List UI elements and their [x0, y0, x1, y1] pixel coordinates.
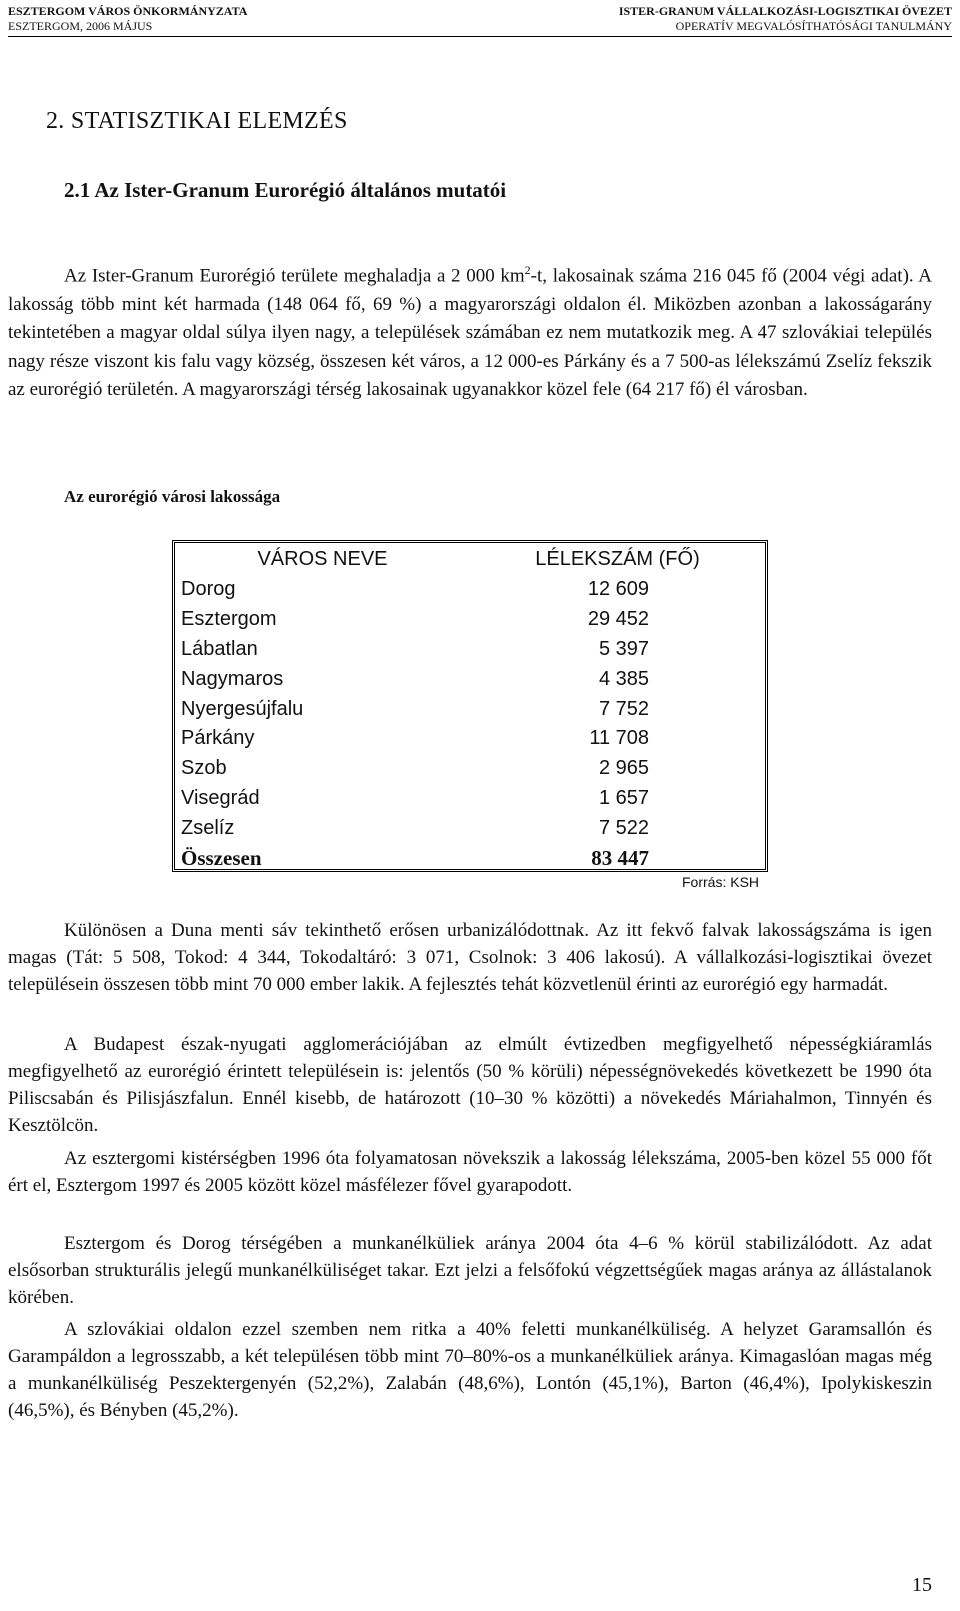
column-header-city: VÁROS NEVE — [257, 547, 388, 570]
city-name-cell: Szob — [181, 757, 227, 780]
table-source: Forrás: KSH — [682, 874, 760, 890]
agglomeration-paragraph: A Budapest észak-nyugati agglomerációjában az elmúlt évtizedben megfigyelhető népességkiáramlás megfigyelhető az eurorégió érintett településein is: jelentős (50 % körüli) népességnövekedés következett be 1990 óta Piliscsabán és Pilisjászfalun. Ennél kisebb, de határozott (10–30 % közötti) a növekedés Máriahalmon, Tinnyén és Kesztölcön. — [8, 1034, 932, 1136]
population-cell: 1 657 — [598, 786, 649, 809]
unemployment-sk-paragraph: A szlovákiai oldalon ezzel szemben nem ritka a 40% feletti munkanélküliség. A helyzet Garamsallón és Garampáldon a legrosszabb, a két településen több mint 70–80%-os a munkanélküliek aránya. Kimagaslóan magas még a munkanélküliség Peszektergenyén (52,2%), Zalabán (48,6%), Lontón (45,1%), Barton (46,4%), Ipolykiskeszin (46,5%), és Bényben (45,2%). — [8, 1319, 932, 1421]
total-value-cell: 83 447 — [591, 845, 649, 870]
population-cell: 5 397 — [598, 637, 649, 660]
city-name-cell: Visegrád — [181, 786, 260, 809]
header-doc-type: OPERATÍV MEGVALÓSÍTHATÓSÁGI TANULMÁNY — [675, 19, 952, 33]
city-name-cell: Lábatlan — [181, 637, 258, 660]
unemployment-hu-paragraph: Esztergom és Dorog térségében a munkanélküliek aránya 2004 óta 4–6 % körül stabilizálódott. Az adat elsősorban strukturális jelegű munkanélküliséget takar. Ezt jelzi a felsőfokú végzettségűek magas aránya az állástalanok körében. — [8, 1233, 932, 1308]
city-name-cell: Nagymaros — [181, 667, 284, 690]
table-row — [175, 724, 765, 754]
population-cell: 2 965 — [598, 757, 649, 780]
table-total-row — [175, 843, 765, 873]
intro-paragraph: Az Ister-Granum Eurorégió területe meghaladja a 2 000 $km^2-t$, lakosainak száma 216 045 fő (2004 végi adat). A lakosság több mint két harmada (148 064 fő, 69 %) a magyarországi oldalon él. Miközben azonban a lakosságarány tekintetében a magyar oldal súlya ilyen nagy, a települések számában ez nem mutatkozik meg. A 47 szlovákiai település nagy része viszont kis falu vagy község, összesen két város, a 12 000-es Párkány és a 7 500-as lélekszámú Zselíz fekszik az eurorégió területén. A magyarországi térség lakosainak ugyanakkor közel fele (64 217 fő) él városban. — [8, 263, 933, 401]
table-row — [175, 784, 765, 814]
population-cell: 29 452 — [587, 608, 649, 631]
population-cell: 11 708 — [589, 727, 649, 750]
header-date: ESZTERGOM, 2006 MÁJUS — [8, 19, 153, 33]
subsection-heading: 2.1 Az Ister-Granum Eurorégió általános mutatói — [64, 178, 507, 202]
page-header — [8, 4, 952, 34]
city-name-cell: Esztergom — [181, 608, 277, 631]
table-title: Az eurorégió városi lakossága — [64, 487, 281, 506]
urbanization-paragraph: Különösen a Duna menti sáv tekinthető erősen urbanizálódottnak. Az itt fekvő falvak lakosságszáma is igen magas (Tát: 5 508, Tokod: 4 344, Tokodaltáró: 3 071, Csolnok: 3 406 lakosú). A vállalkozási-logisztikai övezet településein összesen több mint 70 000 ember lakik. A fejlesztés tehát közvetlenül érinti az eurorégió egy harmadát. — [8, 920, 932, 995]
table-row — [175, 694, 765, 724]
header-project: ISTER-GRANUM VÁLLALKOZÁSI-LOGISZTIKAI ÖVEZET — [618, 4, 952, 18]
table-row — [175, 813, 765, 843]
population-table — [172, 540, 768, 872]
header-org: ESZTERGOM VÁROS ÖNKORMÁNYZATA — [8, 4, 248, 18]
table-row — [175, 575, 765, 605]
page-number: 15 — [912, 1574, 932, 1596]
table-row — [175, 664, 765, 694]
population-growth-paragraph: Az esztergomi kistérségben 1996 óta folyamatosan növekszik a lakosság lélekszáma, 2005-ben közel 55 000 főt ért el, Esztergom 1997 és 2005 között közel másfélezer fővel gyarapodott. — [8, 1148, 932, 1196]
table-header-row — [175, 543, 765, 575]
population-cell: 7 522 — [598, 816, 649, 839]
table-row — [175, 605, 765, 635]
table-row — [175, 754, 765, 784]
city-name-cell: Nyergesújfalu — [181, 697, 304, 720]
total-label-cell: Összesen — [181, 845, 262, 870]
population-cell: 4 385 — [598, 667, 649, 690]
population-cell: 7 752 — [598, 697, 649, 720]
header-divider — [8, 36, 952, 37]
column-header-population: LÉLEKSZÁM (FŐ) — [535, 547, 700, 570]
section-heading: 2. STATISZTIKAI ELEMZÉS — [46, 108, 348, 134]
table-row — [175, 635, 765, 665]
population-cell: 12 609 — [587, 578, 649, 601]
city-name-cell: Dorog — [181, 578, 236, 601]
city-name-cell: Párkány — [181, 727, 255, 750]
city-name-cell: Zselíz — [181, 816, 235, 839]
